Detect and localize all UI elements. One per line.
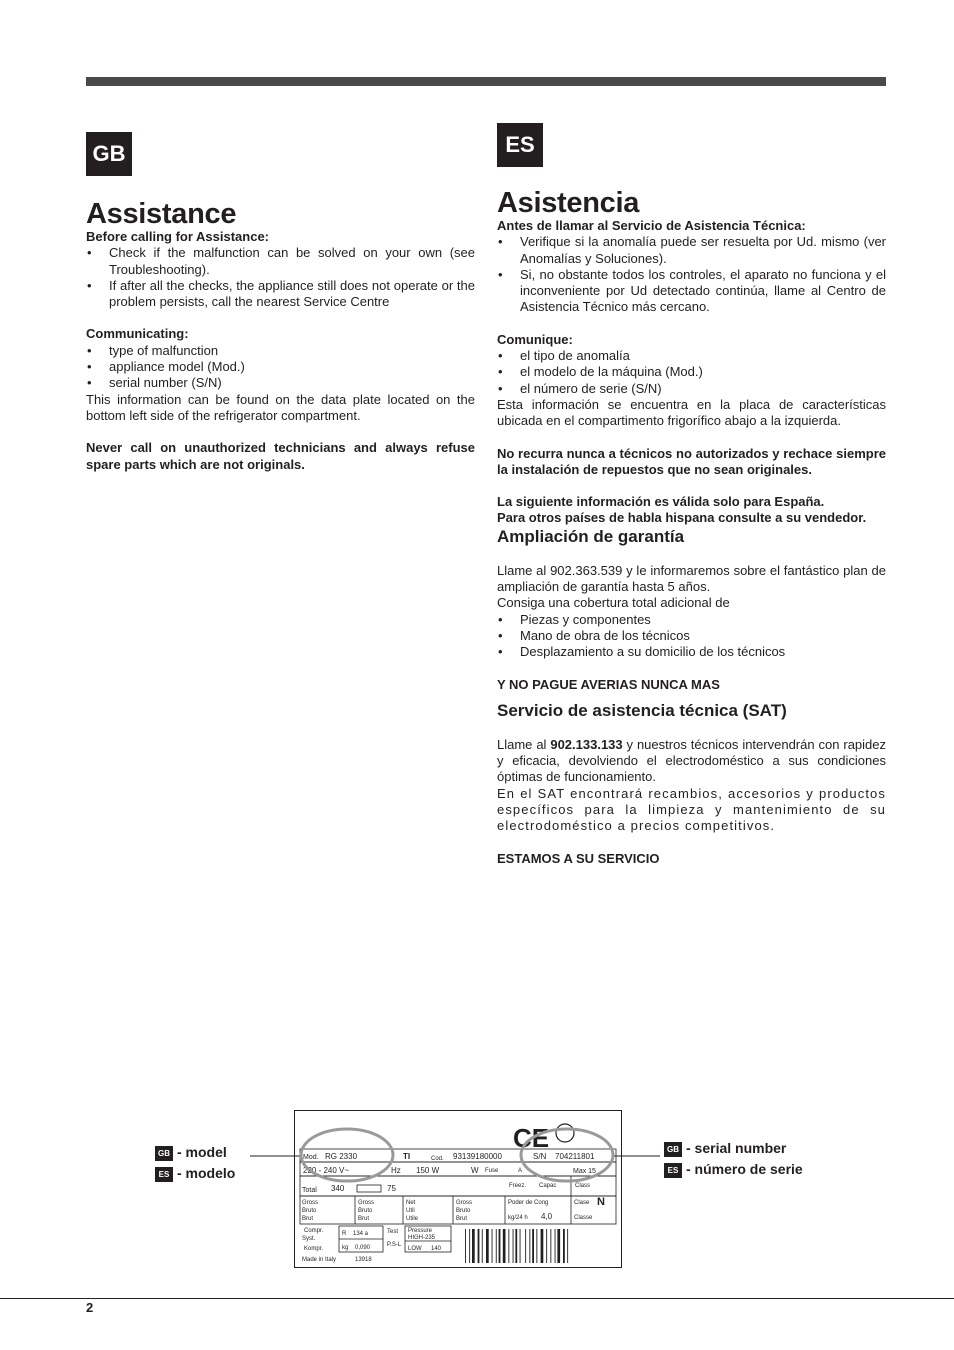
- svg-text:A: A: [518, 1168, 523, 1174]
- plate-serial-value: 704211801: [555, 1152, 595, 1161]
- svg-text:W: W: [471, 1166, 479, 1175]
- serial-label-es: - número de serie: [686, 1161, 803, 1177]
- es-warning: No recurra nunca a técnicos no autorizados y rechace siempre la instalación de repuestos que no sean originales.: [497, 445, 886, 477]
- svg-text:Bruto: Bruto: [358, 1208, 373, 1214]
- troubleshooting-link[interactable]: see Troubleshooting: [109, 245, 475, 277]
- gb-mini-badge: GB: [664, 1142, 682, 1157]
- svg-text:Utile: Utile: [406, 1216, 419, 1222]
- anomalias-link[interactable]: ver Anomalías y Soluciones: [520, 234, 886, 266]
- gb-language-badge: GB: [86, 132, 132, 176]
- list-item: • Si, no obstante todos los controles, el aparato no funciona y el inconveniente por Ud detectado continúa, llame al Centro de Asistencia Técnico más cercano.: [497, 267, 886, 316]
- list-item: • Mano de obra de los técnicos: [497, 628, 886, 644]
- es-language-badge: ES: [497, 123, 543, 167]
- svg-text:Freez.: Freez.: [509, 1183, 527, 1189]
- svg-text:Bruto: Bruto: [456, 1208, 471, 1214]
- svg-text:Fuse: Fuse: [485, 1168, 499, 1174]
- svg-text:Clase: Clase: [574, 1200, 590, 1206]
- svg-text:Brut: Brut: [302, 1216, 314, 1222]
- data-plate: [294, 1110, 622, 1268]
- svg-text:Hz: Hz: [391, 1166, 401, 1175]
- svg-text:HIGH-235: HIGH-235: [408, 1235, 436, 1241]
- gb-title: Assistance: [86, 198, 237, 230]
- svg-text:Syst.: Syst.: [302, 1236, 316, 1242]
- svg-text:Classe: Classe: [574, 1215, 593, 1221]
- svg-text:kg: kg: [342, 1245, 349, 1251]
- list-item: • appliance model (Mod.): [86, 359, 475, 375]
- svg-text:Cod.: Cod.: [431, 1156, 444, 1162]
- list-item: • Check if the malfunction can be solved on your own (see Troubleshooting).: [86, 245, 475, 278]
- page-number: 2: [86, 1300, 94, 1315]
- svg-text:N: N: [597, 1196, 605, 1208]
- barcode-icon: [465, 1229, 568, 1263]
- gb-before-heading: Before calling for Assistance:: [86, 229, 270, 244]
- svg-text:93139180000: 93139180000: [453, 1152, 502, 1161]
- ce-mark: CE: [513, 1123, 550, 1153]
- plate-model-value: RG 2330: [325, 1152, 358, 1161]
- svg-text:150 W: 150 W: [416, 1166, 440, 1175]
- svg-text:Capac: Capac: [539, 1183, 557, 1189]
- svg-text:Gross: Gross: [456, 1200, 473, 1206]
- svg-text:Pressure: Pressure: [408, 1228, 433, 1234]
- svg-text:LOW: LOW: [408, 1246, 422, 1252]
- svg-text:Test: Test: [387, 1229, 399, 1235]
- svg-text:140: 140: [431, 1246, 442, 1252]
- svg-text:Made in Italy: Made in Italy: [302, 1257, 337, 1263]
- es-info-text: Esta información se encuentra en la placa de características ubicada en el compartimento frigorífico abajo a la izquierda.: [497, 396, 886, 429]
- footer-rule: [0, 1298, 954, 1299]
- svg-text:Net: Net: [406, 1200, 416, 1206]
- list-item: • serial number (S/N): [86, 375, 475, 391]
- svg-text:P.S-L: P.S-L: [387, 1242, 402, 1248]
- svg-text:Compr.: Compr.: [304, 1228, 324, 1234]
- model-label-es: - modelo: [177, 1165, 236, 1181]
- svg-text:Gross: Gross: [302, 1200, 319, 1206]
- list-item: • type of malfunction: [86, 343, 475, 359]
- svg-text:Brut: Brut: [456, 1216, 468, 1222]
- svg-text:kg/24 h: kg/24 h: [508, 1215, 528, 1221]
- list-item: • el tipo de anomalía: [497, 348, 886, 364]
- es-sat-text: Llame al 902.133.133 y nuestros técnicos intervendrán con rapidez y eficacia, devolviendo el electrodoméstico a sus condiciones óptimas de funcionamiento.: [497, 736, 886, 785]
- es-mini-badge: ES: [155, 1167, 173, 1182]
- svg-text:Util: Util: [406, 1208, 415, 1214]
- es-before-heading: Antes de llamar al Servicio de Asistencia Técnica:: [497, 218, 806, 233]
- svg-text:Gross: Gross: [358, 1200, 375, 1206]
- list-item: • Piezas y componentes: [497, 612, 886, 628]
- svg-text:4,0: 4,0: [541, 1212, 553, 1221]
- svg-text:TI: TI: [403, 1152, 411, 1161]
- gb-info-text: This information can be found on the data plate located on the bottom left side of the refrigerator compartment.: [86, 391, 475, 423]
- svg-text:340: 340: [331, 1184, 345, 1193]
- sat-phone: 902.133.133: [550, 736, 623, 752]
- svg-text:Kompr.: Kompr.: [304, 1246, 324, 1252]
- es-spain-note-1: La siguiente información es válida solo para España.: [497, 494, 825, 510]
- svg-text:Bruto: Bruto: [302, 1208, 317, 1214]
- es-spain-note-2: Para otros países de habla hispana consulte a su vendedor.: [497, 510, 867, 526]
- svg-text:S/N: S/N: [533, 1152, 547, 1161]
- svg-text:R: R: [342, 1231, 347, 1237]
- es-comunique-heading: Comunique:: [497, 331, 573, 347]
- gb-mini-badge: GB: [155, 1146, 173, 1161]
- gb-warning: Never call on unauthorized technicians and always refuse spare parts which are not originals.: [86, 440, 475, 472]
- es-warranty-heading: Ampliación de garantía: [497, 526, 685, 546]
- svg-text:75: 75: [387, 1184, 396, 1193]
- list-item: • If after all the checks, the appliance still does not operate or the problem persists, call the nearest Service Centre: [86, 278, 475, 311]
- es-mini-badge: ES: [664, 1163, 682, 1178]
- es-estamos: ESTAMOS A SU SERVICIO: [497, 850, 660, 866]
- es-sat-heading: Servicio de asistencia técnica (SAT): [497, 700, 787, 720]
- gb-communicating-heading: Communicating:: [86, 326, 189, 342]
- list-item: • Verifique si la anomalía puede ser resuelta por Ud. mismo (ver Anomalías y Soluciones).: [497, 234, 886, 267]
- list-item: • el modelo de la máquina (Mod.): [497, 364, 886, 380]
- es-sat-text-2: En el SAT encontrará recambios, accesorios y productos específicos para la limpieza y mantenimiento de su electrodoméstico a precios competitivos.: [497, 785, 886, 834]
- svg-text:Max 15: Max 15: [573, 1168, 596, 1175]
- svg-text:13918: 13918: [355, 1257, 372, 1263]
- svg-text:Class: Class: [575, 1183, 591, 1189]
- svg-text:Poder de Cong: Poder de Cong: [508, 1200, 549, 1206]
- es-no-pague: Y NO PAGUE AVERIAS NUNCA MAS: [497, 676, 720, 692]
- es-title: Asistencia: [497, 187, 640, 219]
- es-warranty-cover: Consiga una cobertura total adicional de: [497, 595, 730, 611]
- list-item: • el número de serie (S/N): [497, 381, 886, 397]
- svg-text:Mod.: Mod.: [303, 1154, 319, 1161]
- list-item: • Desplazamiento a su domicilio de los técnicos: [497, 644, 886, 660]
- svg-text:Brut: Brut: [358, 1216, 370, 1222]
- svg-text:0,090: 0,090: [355, 1245, 371, 1251]
- approval-mark-icon: [556, 1124, 574, 1142]
- svg-text:220 - 240 V~: 220 - 240 V~: [303, 1166, 350, 1175]
- es-warranty-text: Llame al 902.363.539 y le informaremos sobre el fantástico plan de ampliación de garantía hasta 5 años.: [497, 562, 886, 595]
- serial-label-gb: - serial number: [686, 1140, 787, 1156]
- svg-text:134 a: 134 a: [353, 1231, 369, 1237]
- model-label-gb: - model: [177, 1144, 227, 1160]
- svg-text:Total: Total: [302, 1187, 317, 1194]
